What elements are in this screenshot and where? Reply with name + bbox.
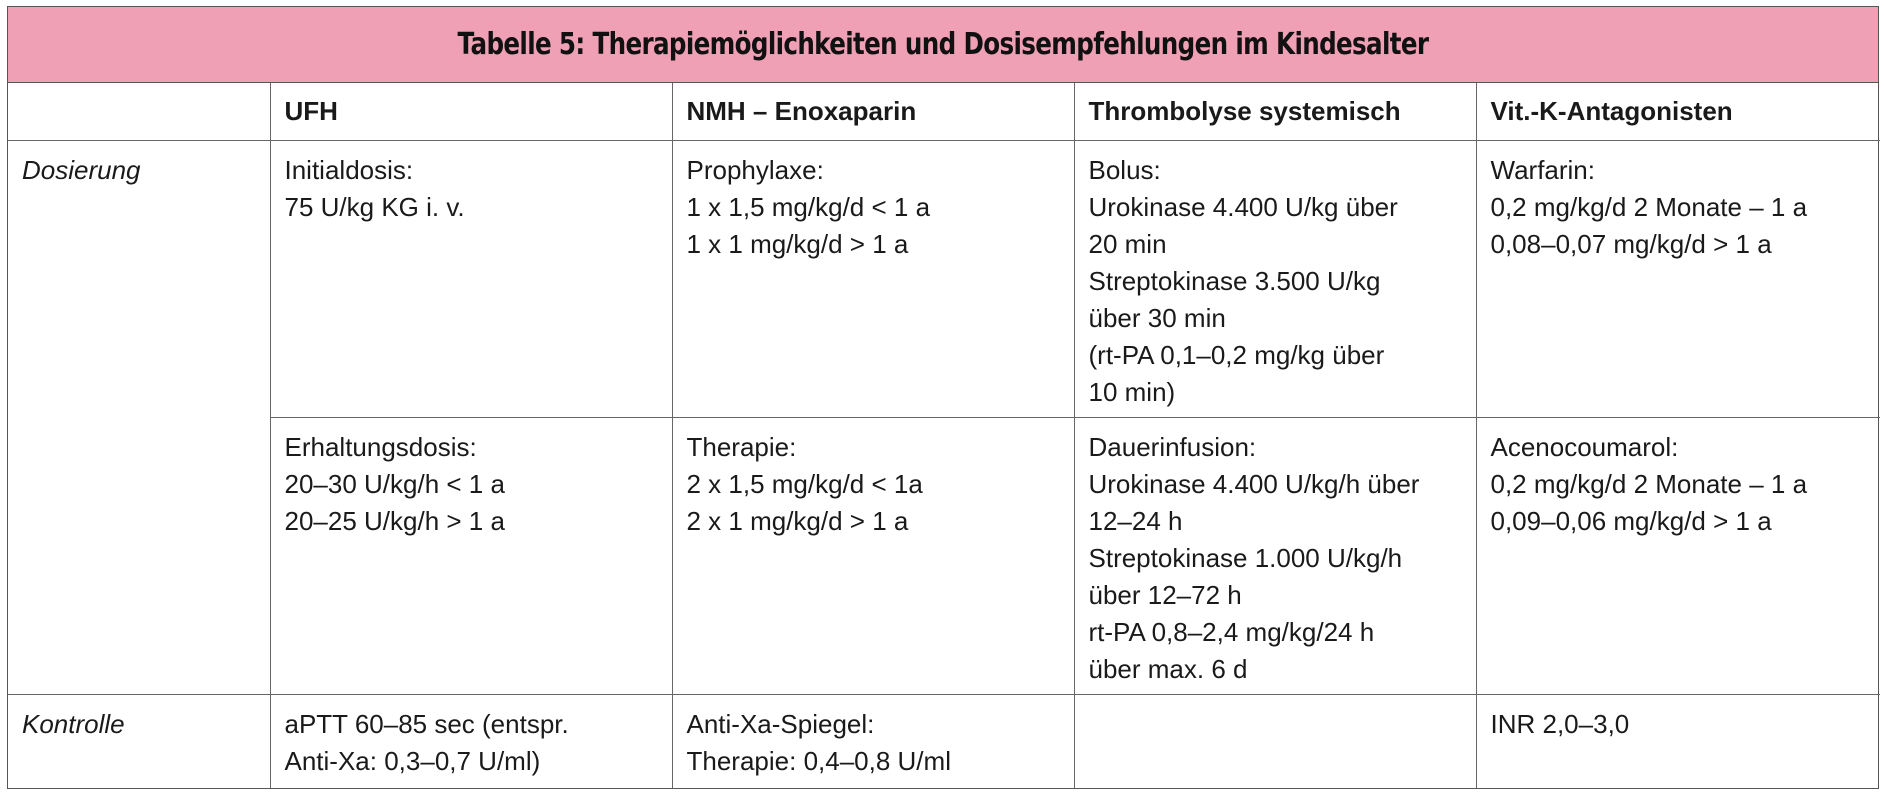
header-cell-empty [8,83,270,140]
cell-line: 12–24 h [1088,505,1183,536]
header-cell-ufh: UFH [270,83,672,140]
header-cell-nmh: NMH – Enoxaparin [672,83,1074,140]
cell-thrombolyse-dauerinfusion [1074,417,1476,694]
cell-line: Prophylaxe: [686,154,824,185]
row-label-kontrolle: Kontrolle [8,694,270,788]
cell-nmh-therapie [672,417,1074,694]
cell-line: 1 x 1,5 mg/kg/d < 1 a [686,191,931,222]
dosage-table [8,83,1880,788]
cell-line: Bolus: [1088,154,1161,185]
cell-line: über 12–72 h [1088,579,1242,610]
table-title-bar [8,7,1878,83]
cell-line: Urokinase 4.400 U/kg über [1088,191,1398,222]
table-row-dosierung-initial [8,140,1880,417]
cell-line: 0,08–0,07 mg/kg/d > 1 a [1490,228,1772,259]
cell-line: Anti-Xa-Spiegel: [686,708,875,739]
cell-line: Dauerinfusion: [1088,431,1257,462]
cell-line: INR 2,0–3,0 [1490,708,1630,739]
cell-vitk-acenocoumarol [1476,417,1880,694]
cell-line: rt-PA 0,8–2,4 mg/kg/24 h [1088,616,1375,647]
cell-line: aPTT 60–85 sec (entspr. [284,708,569,739]
cell-thrombolyse-kontrolle-empty [1074,694,1476,788]
cell-line: (rt-PA 0,1–0,2 mg/kg über [1088,339,1385,370]
cell-line: 75 U/kg KG i. v. [284,191,465,222]
cell-line: Streptokinase 1.000 U/kg/h [1088,542,1403,573]
cell-line: 20 min [1088,228,1167,259]
cell-thrombolyse-bolus [1074,140,1476,417]
header-cell-thrombolyse: Thrombolyse systemisch [1074,83,1476,140]
cell-ufh-kontrolle [270,694,672,788]
cell-nmh-prophylaxe [672,140,1074,417]
row-label-dosierung: Dosierung [8,140,270,694]
cell-vitk-warfarin [1476,140,1880,417]
dosage-table-container [7,6,1879,789]
cell-line: 2 x 1 mg/kg/d > 1 a [686,505,909,536]
cell-line: 1 x 1 mg/kg/d > 1 a [686,228,909,259]
cell-line: über 30 min [1088,302,1226,333]
cell-line: Anti-Xa: 0,3–0,7 U/ml) [284,745,541,776]
cell-line: 0,2 mg/kg/d 2 Monate – 1 a [1490,191,1808,222]
cell-line: über max. 6 d [1088,653,1248,684]
cell-line: 0,09–0,06 mg/kg/d > 1 a [1490,505,1772,536]
table-title: Tabelle 5: Therapiemöglichkeiten und Dosisempfehlungen im Kindesalter [457,27,1429,62]
cell-nmh-kontrolle [672,694,1074,788]
header-cell-vitk: Vit.-K-Antagonisten [1476,83,1880,140]
table-row-kontrolle [8,694,1880,788]
cell-line: 10 min) [1088,376,1176,407]
cell-ufh-initial [270,140,672,417]
cell-line: Erhaltungsdosis: [284,431,477,462]
cell-line: 20–30 U/kg/h < 1 a [284,468,505,499]
header-row [8,83,1880,140]
cell-line: Acenocoumarol: [1490,431,1679,462]
cell-ufh-erhaltung [270,417,672,694]
cell-line: Therapie: 0,4–0,8 U/ml [686,745,951,776]
cell-line: Streptokinase 3.500 U/kg [1088,265,1381,296]
cell-line: Therapie: [686,431,797,462]
cell-vitk-kontrolle [1476,694,1880,788]
table-row-dosierung-maintenance [8,417,1880,694]
cell-line: Initialdosis: [284,154,414,185]
cell-line: Urokinase 4.400 U/kg/h über [1088,468,1420,499]
cell-line: 0,2 mg/kg/d 2 Monate – 1 a [1490,468,1808,499]
cell-line: 20–25 U/kg/h > 1 a [284,505,505,536]
cell-line: Warfarin: [1490,154,1595,185]
cell-line: 2 x 1,5 mg/kg/d < 1a [686,468,923,499]
